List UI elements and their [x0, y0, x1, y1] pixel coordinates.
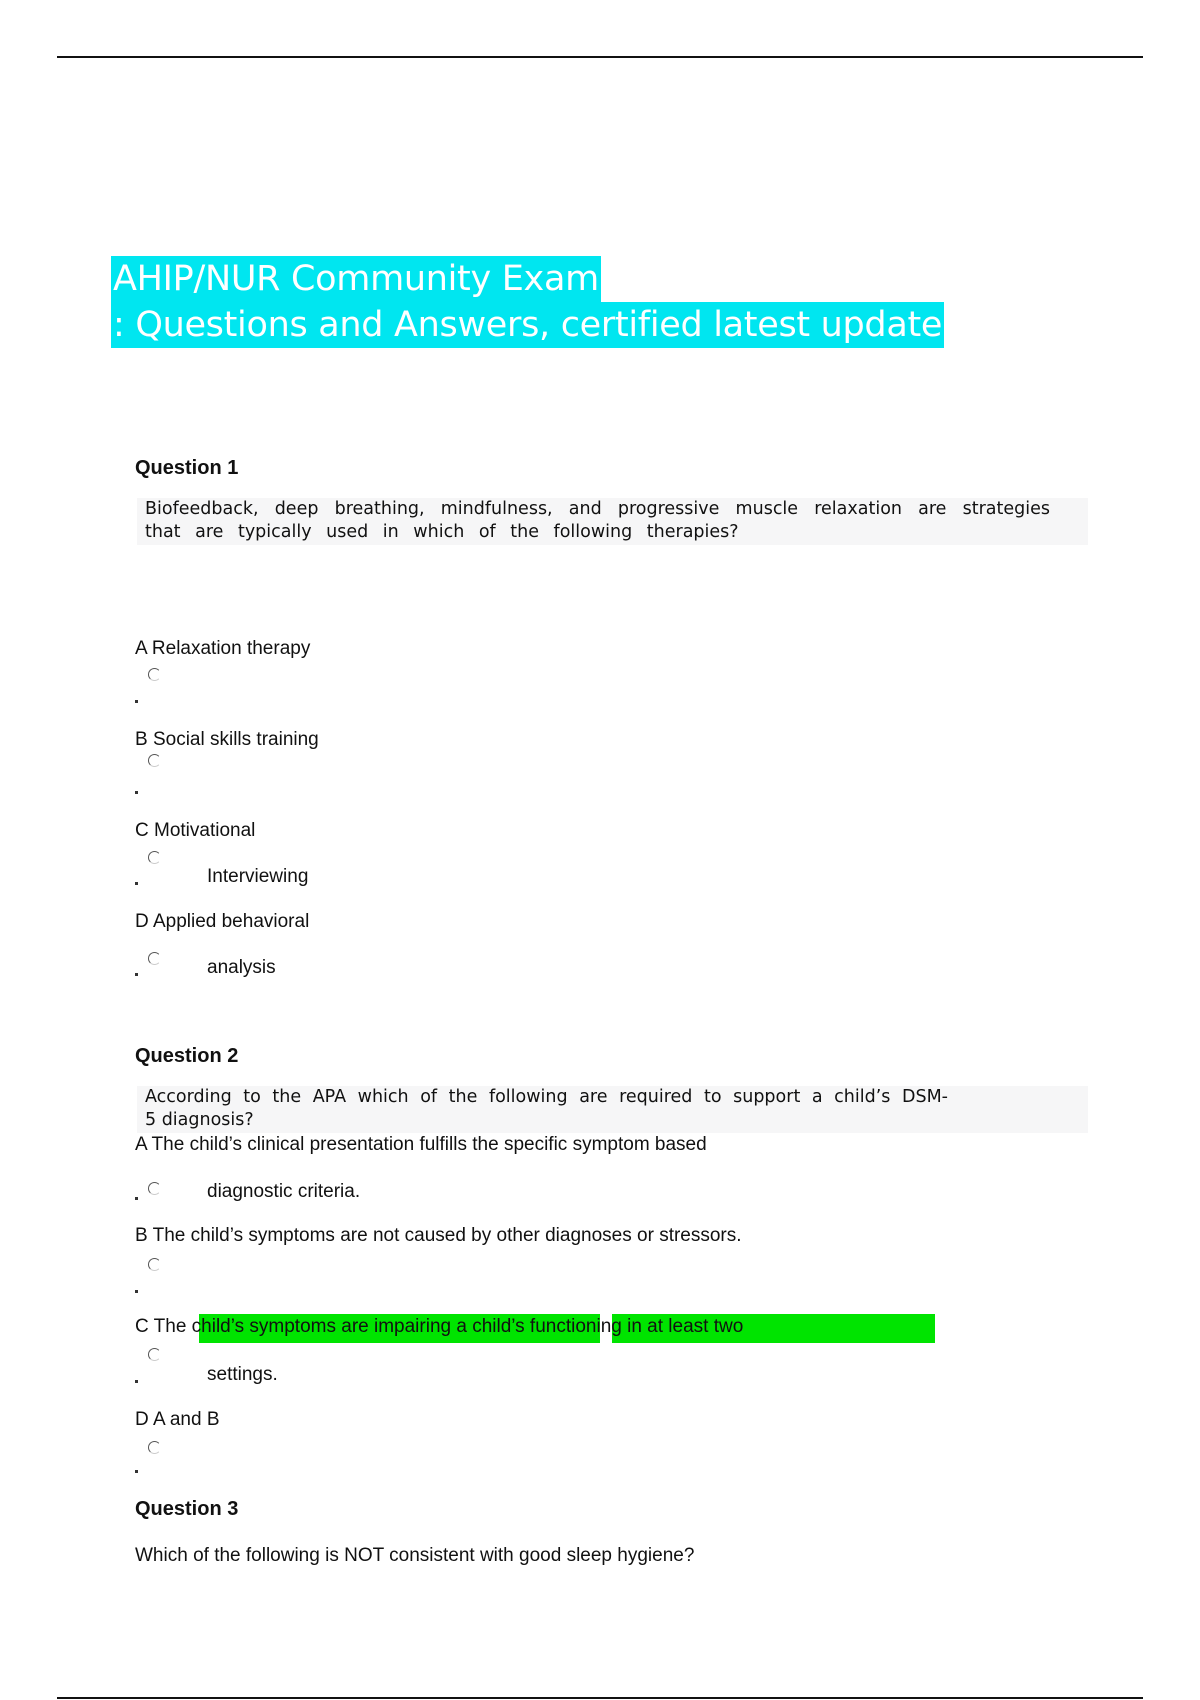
q2-option-d-radio[interactable] — [148, 1441, 161, 1454]
bullet-dot — [135, 791, 138, 794]
q2-option-d-label: D A and B — [135, 1409, 220, 1430]
question-2-text — [137, 1086, 1088, 1133]
q2-option-b-radio[interactable] — [148, 1258, 161, 1271]
document-title-line-2: : Questions and Answers, certified latest update — [111, 302, 944, 348]
question-2-text-line-2: 5 diagnosis? — [145, 1110, 254, 1130]
header-rule — [57, 56, 1143, 58]
q2-option-a-continuation: diagnostic criteria. — [207, 1181, 361, 1202]
document-title-line-1: AHIP/NUR Community Exam — [111, 256, 601, 302]
bullet-dot — [135, 973, 138, 976]
question-1-text — [137, 498, 1088, 545]
q2-option-a-radio[interactable] — [148, 1182, 161, 1195]
q2-option-c-radio[interactable] — [148, 1348, 161, 1361]
question-1-text-line-2: that are typically used in which of the following therapies? — [145, 522, 739, 542]
q1-option-c-continuation: Interviewing — [207, 866, 309, 887]
bullet-dot — [135, 1380, 138, 1383]
q2-option-a-label: A The child’s clinical presentation fulfills the specific symptom based — [135, 1134, 707, 1155]
question-3-heading: Question 3 — [135, 1498, 239, 1520]
footer-rule — [57, 1697, 1143, 1699]
bullet-dot — [135, 1197, 138, 1200]
q1-option-d-radio[interactable] — [148, 952, 161, 965]
q1-option-b-radio[interactable] — [148, 754, 161, 767]
bullet-dot — [135, 700, 138, 703]
bullet-dot — [135, 882, 138, 885]
question-1-heading: Question 1 — [135, 457, 239, 479]
question-2-heading: Question 2 — [135, 1045, 239, 1067]
q1-option-c-radio[interactable] — [148, 851, 161, 864]
question-3-text: Which of the following is NOT consistent with good sleep hygiene? — [135, 1545, 695, 1566]
q1-option-d-label: D Applied behavioral — [135, 911, 310, 932]
q1-option-a-label: A Relaxation therapy — [135, 638, 311, 659]
bullet-dot — [135, 1290, 138, 1293]
q1-option-b-label: B Social skills training — [135, 729, 319, 750]
q1-option-c-label: C Motivational — [135, 820, 256, 841]
q1-option-a-radio[interactable] — [148, 668, 161, 681]
bullet-dot — [135, 1470, 138, 1473]
q2-option-c-label: C The child’s symptoms are impairing a child’s functioning in at least two — [135, 1316, 744, 1337]
q2-option-c-continuation: settings. — [207, 1364, 278, 1385]
question-1-text-line-1: Biofeedback, deep breathing, mindfulness, and progressive muscle relaxation are strategies — [145, 499, 1050, 519]
q1-option-d-continuation: analysis — [207, 957, 276, 978]
q2-option-b-label: B The child’s symptoms are not caused by other diagnoses or stressors. — [135, 1225, 742, 1246]
question-2-text-line-1: According to the APA which of the following are required to support a child’s DSM- — [145, 1087, 948, 1107]
